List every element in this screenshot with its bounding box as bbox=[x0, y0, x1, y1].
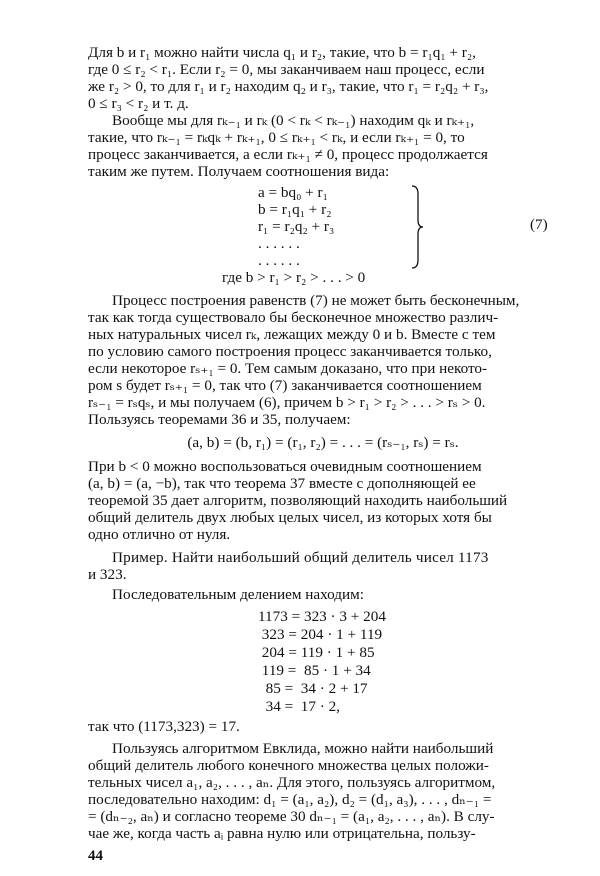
text-line: Пользуясь алгоритмом Евклида, можно найти наибольший bbox=[112, 740, 494, 757]
system-equation: r₁ = r₂q₂ + r₃ bbox=[258, 218, 335, 235]
gcd-step: 204 = 119 · 1 + 85 bbox=[258, 644, 375, 661]
right-brace-icon bbox=[410, 184, 424, 270]
text-line: чае же, когда часть aᵢ равна нулю или отрицательна, пользу- bbox=[88, 825, 476, 842]
text-line: по условию самого построения процесс заканчивается только, bbox=[88, 343, 492, 360]
text-line: последовательно находим: d₁ = (a₁, a₂), d₂ = (d₁, a₃), . . . , dₙ₋₁ = bbox=[88, 791, 492, 808]
text-line: одно отлично от нуля. bbox=[88, 526, 231, 543]
system-condition: где b > r₁ > r₂ > . . . > 0 bbox=[222, 269, 366, 286]
text-line: Пользуясь теоремами 36 и 35, получаем: bbox=[88, 411, 351, 428]
system-ellipsis: . . . . . . bbox=[258, 235, 300, 252]
result-line: так что (1173,323) = 17. bbox=[88, 718, 240, 735]
text-line: (a, b) = (a, −b), так что теорема 37 вместе с дополняющей ее bbox=[88, 475, 476, 492]
text-line: общий делитель любого конечного множества целых положи- bbox=[88, 757, 489, 774]
text-line: 0 ≤ r₃ < r₂ и т. д. bbox=[88, 95, 189, 112]
text-line: тельных чисел a₁, a₂, . . . , aₙ. Для этого, пользуясь алгоритмом, bbox=[88, 774, 496, 791]
gcd-step: 119 = 85 · 1 + 34 bbox=[258, 662, 371, 679]
text-line: если некоторое rₛ₊₁ = 0. Тем самым доказано, что при некото- bbox=[88, 360, 488, 377]
text-line: Последовательным делением находим: bbox=[112, 586, 364, 603]
text-line: так как тогда существовало бы бесконечное множество различ- bbox=[88, 309, 499, 326]
text-line: = (dₙ₋₂, aₙ) и согласно теореме 30 dₙ₋₁ = (a₁, a₂, . . . , aₙ). В слу- bbox=[88, 808, 495, 825]
gcd-step: 1173 = 323 · 3 + 204 bbox=[258, 608, 386, 625]
gcd-chain-formula: (a, b) = (b, r₁) = (r₁, r₂) = . . . = (rₛ₋₁, rₛ) = rₛ. bbox=[187, 434, 459, 451]
text-line: Процесс построения равенств (7) не может быть бесконечным, bbox=[112, 292, 520, 309]
gcd-step: 323 = 204 · 1 + 119 bbox=[258, 626, 383, 643]
example-heading: Пример. Найти наибольший общий делитель чисел 1173 bbox=[112, 549, 489, 566]
system-equation: a = bq₀ + r₁ bbox=[258, 184, 328, 201]
system-equation: b = r₁q₁ + r₂ bbox=[258, 201, 332, 218]
text-line: При b < 0 можно воспользоваться очевидным соотношением bbox=[88, 458, 482, 475]
text-line: таким же путем. Получаем соотношения вида: bbox=[88, 163, 390, 180]
text-line: ных натуральных чисел rₖ, лежащих между 0 и b. Вместе с тем bbox=[88, 326, 496, 343]
gcd-step: 34 = 17 · 2, bbox=[258, 698, 340, 715]
text-line: процесс заканчивается, а если rₖ₊₁ ≠ 0, процесс продолжается bbox=[88, 146, 488, 163]
text-line: Вообще мы для rₖ₋₁ и rₖ (0 < rₖ < rₖ₋₁) находим qₖ и rₖ₊₁, bbox=[112, 112, 475, 129]
text-line: ром s будет rₛ₊₁ = 0, так что (7) заканчивается соотношением bbox=[88, 377, 482, 394]
text-line: и 323. bbox=[88, 566, 127, 583]
text-line: общий делитель двух любых целых чисел, из которых хотя бы bbox=[88, 509, 492, 526]
text-line: такие, что rₖ₋₁ = rₖqₖ + rₖ₊₁, 0 ≤ rₖ₊₁ < rₖ, и если rₖ₊₁ = 0, то bbox=[88, 129, 465, 146]
text-line: Для b и r₁ можно найти числа q₁ и r₂, такие, что b = r₁q₁ + r₂, bbox=[88, 44, 476, 61]
text-line: же r₂ > 0, то для r₁ и r₂ находим q₂ и r₃, такие, что r₁ = r₂q₂ + r₃, bbox=[88, 78, 489, 95]
text-line: теоремой 35 дает алгоритм, позволяющий находить наибольший bbox=[88, 492, 508, 509]
page-number: 44 bbox=[88, 848, 103, 864]
text-line: где 0 ≤ r₂ < r₁. Если r₂ = 0, мы заканчиваем наш процесс, если bbox=[88, 61, 485, 78]
gcd-step: 85 = 34 · 2 + 17 bbox=[258, 680, 368, 697]
equation-number: (7) bbox=[530, 216, 548, 233]
system-ellipsis: . . . . . . bbox=[258, 252, 300, 269]
text-line: rₛ₋₁ = rₛqₛ, и мы получаем (6), причем b > r₁ > r₂ > . . . > rₛ > 0. bbox=[88, 394, 486, 411]
